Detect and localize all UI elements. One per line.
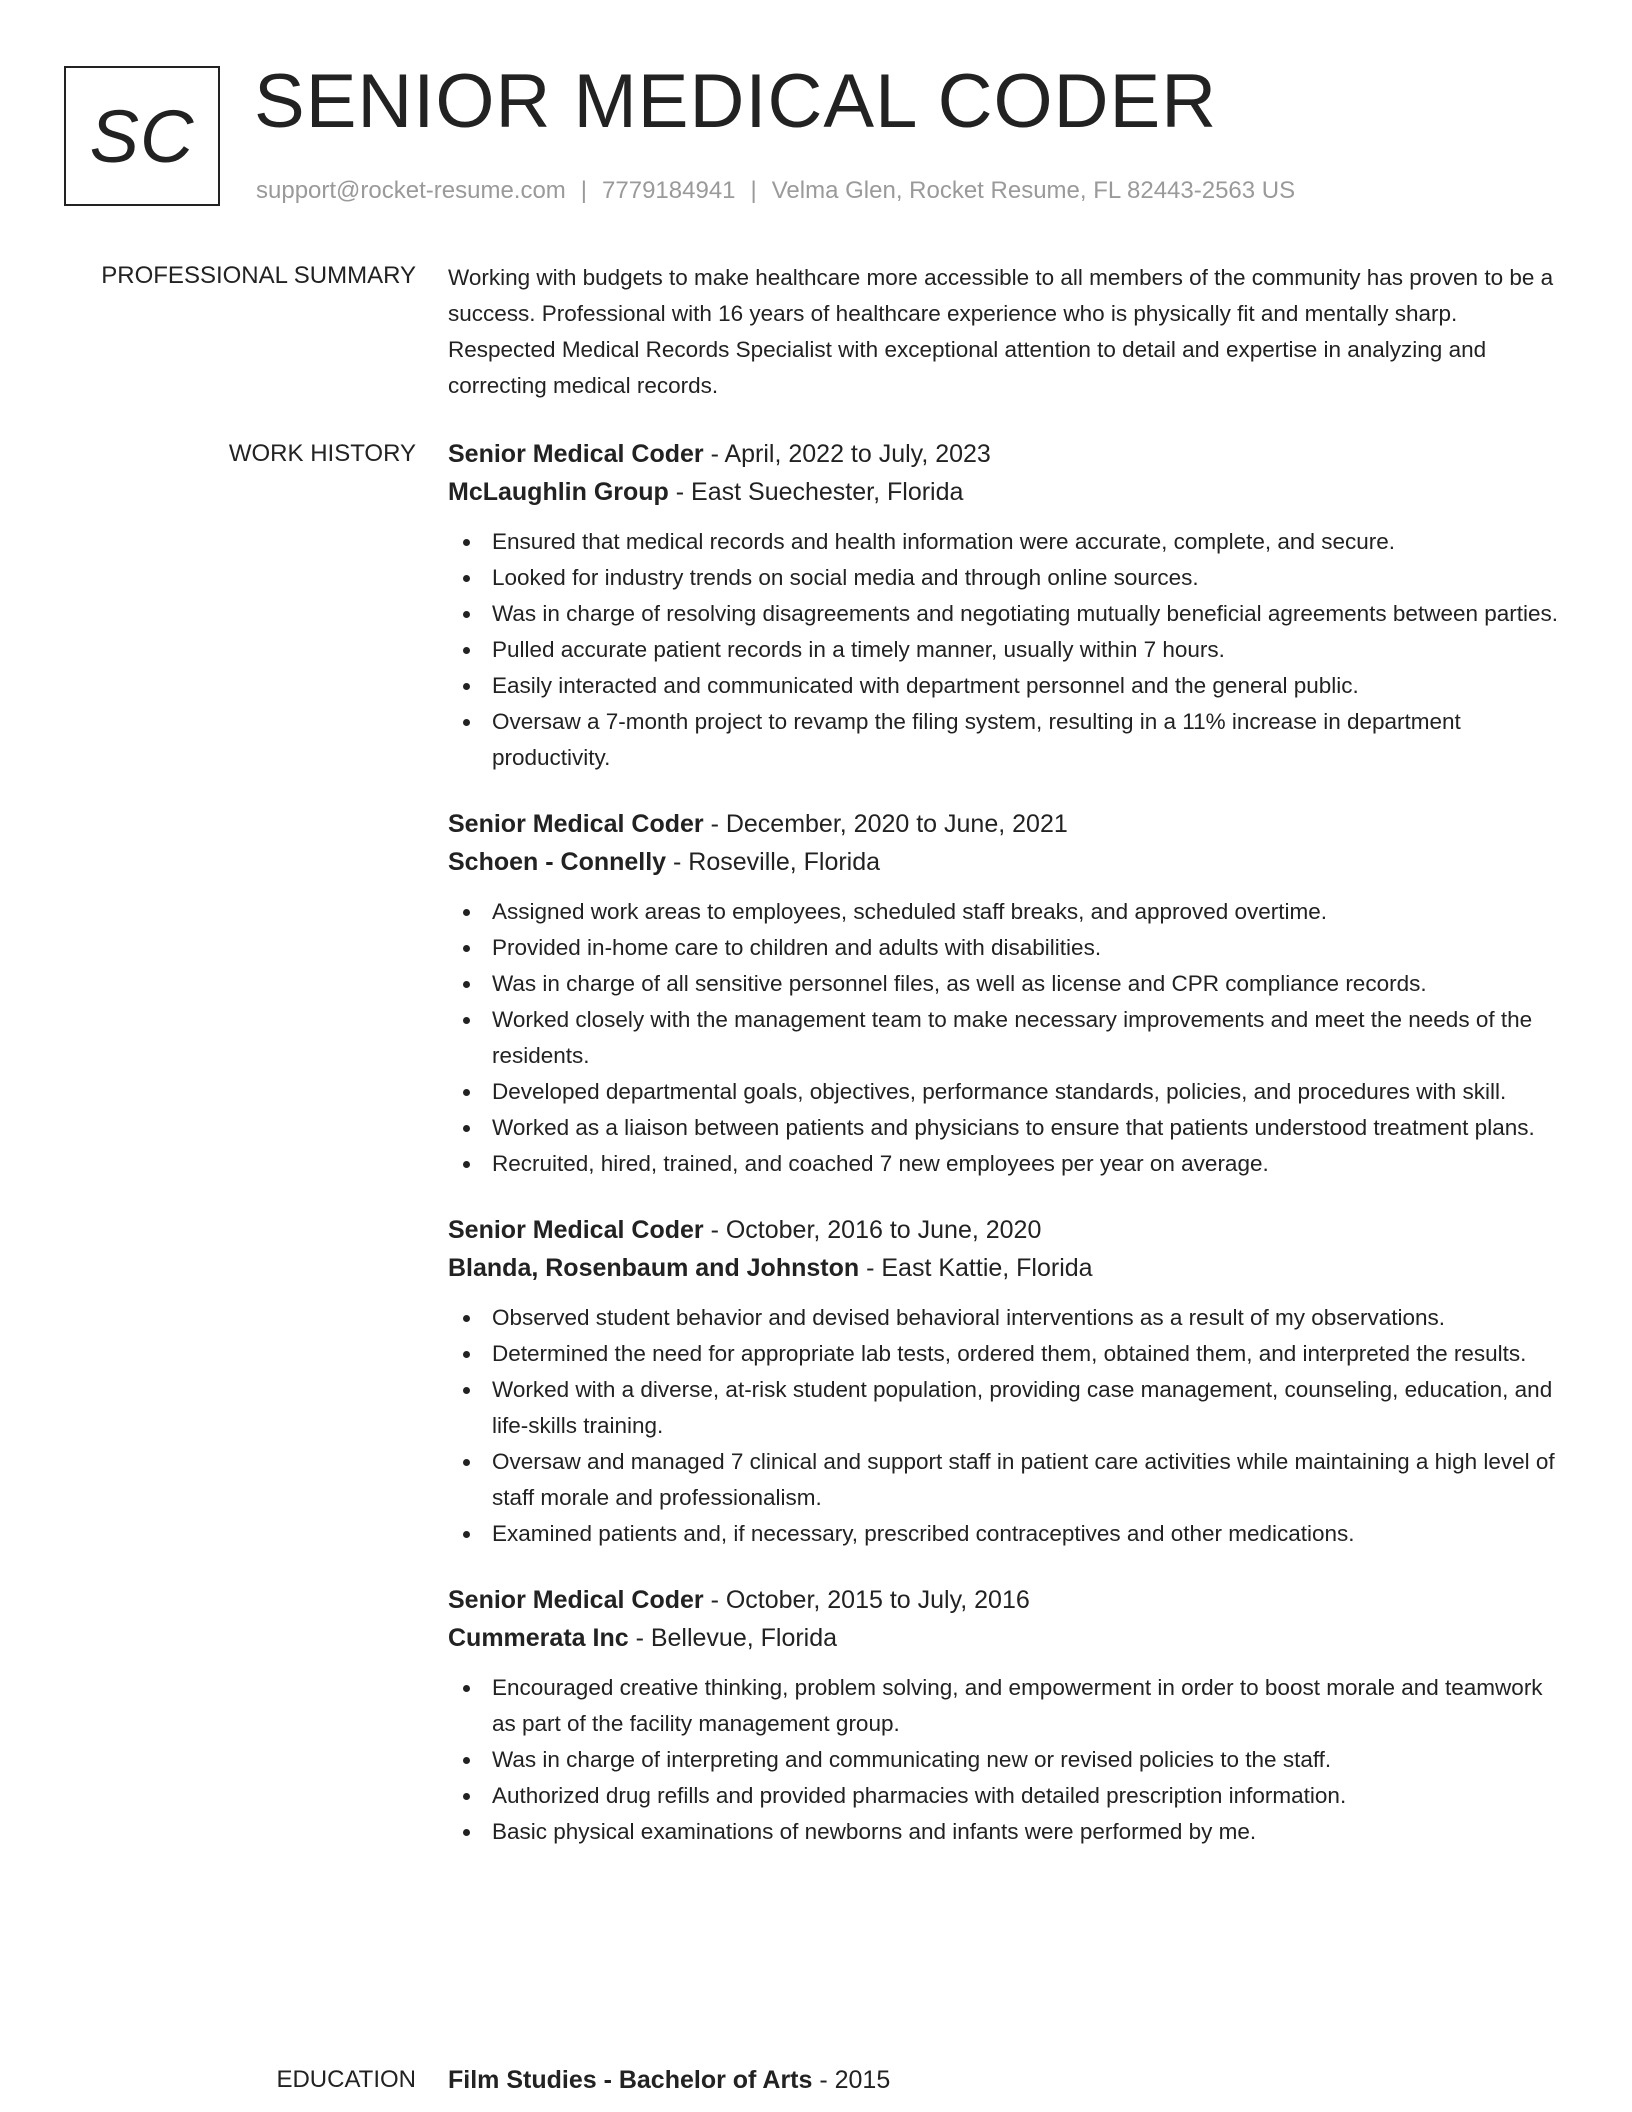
job-entry xyxy=(448,1581,1568,1850)
job-bullet xyxy=(448,1778,1568,1814)
bullet-dot-icon xyxy=(463,945,470,952)
job-bullet-text: Pulled accurate patient records in a timely manner, usually within 7 hours. xyxy=(492,637,1225,662)
job-title-line xyxy=(448,805,1568,843)
job-bullet-text: Basic physical examinations of newborns and infants were performed by me. xyxy=(492,1819,1257,1844)
job-bullet-text: Determined the need for appropriate lab tests, ordered them, obtained them, and interpreted the results. xyxy=(492,1341,1527,1366)
job-bullet-text: Worked as a liaison between patients and physicians to ensure that patients understood treatment plans. xyxy=(492,1115,1535,1140)
job-bullet xyxy=(448,704,1568,776)
job-location: - East Suechester, Florida xyxy=(668,478,964,506)
job-bullet-list xyxy=(448,1300,1568,1552)
job-bullet xyxy=(448,1300,1568,1336)
job-dates: - October, 2015 to July, 2016 xyxy=(703,1586,1030,1614)
job-bullet-text: Worked with a diverse, at-risk student population, providing case management, counseling, education, and life-skills training. xyxy=(492,1377,1553,1438)
job-dates: - April, 2022 to July, 2023 xyxy=(703,440,991,468)
monogram-badge xyxy=(64,66,220,206)
job-bullet-text: Encouraged creative thinking, problem solving, and empowerment in order to boost morale and teamwork as part of the facility management group. xyxy=(492,1675,1543,1736)
job-bullet-text: Ensured that medical records and health information were accurate, complete, and secure. xyxy=(492,529,1395,554)
job-bullet xyxy=(448,1444,1568,1516)
bullet-dot-icon xyxy=(463,1161,470,1168)
job-title: Senior Medical Coder xyxy=(448,1216,704,1244)
job-title: Senior Medical Coder xyxy=(448,1586,704,1614)
job-bullet-text: Authorized drug refills and provided pharmacies with detailed prescription information. xyxy=(492,1783,1347,1808)
job-bullet xyxy=(448,1670,1568,1742)
job-company-line xyxy=(448,1249,1568,1287)
job-bullet xyxy=(448,1146,1568,1182)
job-title-line xyxy=(448,435,1568,473)
job-bullet-text: Oversaw and managed 7 clinical and support staff in patient care activities while maintaining a high level of staff morale and professionalism. xyxy=(492,1449,1555,1510)
job-bullet-text: Provided in-home care to children and adults with disabilities. xyxy=(492,935,1102,960)
job-company: McLaughlin Group xyxy=(448,478,669,506)
job-entry xyxy=(448,435,1568,776)
contact-address: Velma Glen, Rocket Resume, FL 82443-2563 US xyxy=(771,177,1296,204)
job-title: Senior Medical Coder xyxy=(448,810,704,838)
bullet-dot-icon xyxy=(463,1089,470,1096)
job-entry xyxy=(448,805,1568,1182)
job-company: Schoen - Connelly xyxy=(448,848,667,876)
contact-line xyxy=(256,174,1295,208)
education-entry xyxy=(448,2061,1568,2099)
job-location: - Bellevue, Florida xyxy=(628,1624,838,1652)
job-location: - East Kattie, Florida xyxy=(859,1254,1093,1282)
job-bullet xyxy=(448,894,1568,930)
work-history-section xyxy=(448,435,1568,1879)
job-bullet xyxy=(448,966,1568,1002)
job-dates: - December, 2020 to June, 2021 xyxy=(703,810,1068,838)
job-bullet-text: Assigned work areas to employees, scheduled staff breaks, and approved overtime. xyxy=(492,899,1328,924)
work-history-section-label: WORK HISTORY xyxy=(228,440,416,467)
bullet-dot-icon xyxy=(463,575,470,582)
bullet-dot-icon xyxy=(463,1125,470,1132)
bullet-dot-icon xyxy=(463,1459,470,1466)
job-bullet xyxy=(448,560,1568,596)
job-bullet xyxy=(448,632,1568,668)
summary-text: Working with budgets to make healthcare more accessible to all members of the community has proven to be a success. Professional with 16 years of healthcare experience who is physically fit and mentally sharp. Respected Medical Records Specialist with exceptional attention to detail and expertise in analyzing and correcting medical records. xyxy=(448,265,1554,398)
job-bullet xyxy=(448,1336,1568,1372)
bullet-dot-icon xyxy=(463,683,470,690)
job-bullet-text: Observed student behavior and devised behavioral interventions as a result of my observations. xyxy=(492,1305,1446,1330)
job-dates: - October, 2016 to June, 2020 xyxy=(703,1216,1042,1244)
job-bullet xyxy=(448,930,1568,966)
contact-phone[interactable]: 7779184941 xyxy=(602,177,736,204)
job-bullet-text: Was in charge of interpreting and communicating new or revised policies to the staff. xyxy=(492,1747,1332,1772)
job-title-line xyxy=(448,1211,1568,1249)
job-bullet xyxy=(448,1002,1568,1074)
job-company-line xyxy=(448,1619,1568,1657)
job-bullet xyxy=(448,1372,1568,1444)
bullet-dot-icon xyxy=(463,647,470,654)
contact-separator: | xyxy=(750,177,757,204)
job-title-line xyxy=(448,1581,1568,1619)
job-bullet-text: Easily interacted and communicated with department personnel and the general public. xyxy=(492,673,1359,698)
summary-section-label: PROFESSIONAL SUMMARY xyxy=(101,262,416,289)
job-bullet-text: Was in charge of resolving disagreements and negotiating mutually beneficial agreements between parties. xyxy=(492,601,1559,626)
bullet-dot-icon xyxy=(463,539,470,546)
job-bullet-list xyxy=(448,1670,1568,1850)
job-company: Cummerata Inc xyxy=(448,1624,629,1652)
job-company-line xyxy=(448,843,1568,881)
bullet-dot-icon xyxy=(463,1531,470,1538)
bullet-dot-icon xyxy=(463,1757,470,1764)
page-title: SENIOR MEDICAL CODER xyxy=(254,59,1218,144)
job-location: - Roseville, Florida xyxy=(666,848,881,876)
bullet-dot-icon xyxy=(463,719,470,726)
bullet-dot-icon xyxy=(463,1829,470,1836)
monogram-initials: SC xyxy=(89,94,195,178)
bullet-dot-icon xyxy=(463,1685,470,1692)
summary-section xyxy=(448,260,1568,404)
job-list xyxy=(448,435,1568,1850)
job-title: Senior Medical Coder xyxy=(448,440,704,468)
job-bullet-text: Oversaw a 7-month project to revamp the filing system, resulting in a 11% increase in department productivity. xyxy=(492,709,1461,770)
job-company: Blanda, Rosenbaum and Johnston xyxy=(448,1254,860,1282)
job-bullet-text: Developed departmental goals, objectives, performance standards, policies, and procedures with skill. xyxy=(492,1079,1507,1104)
education-degree: Film Studies - Bachelor of Arts xyxy=(448,2066,813,2094)
bullet-dot-icon xyxy=(463,1315,470,1322)
job-bullet xyxy=(448,524,1568,560)
job-bullet xyxy=(448,596,1568,632)
education-section xyxy=(448,2061,1568,2099)
job-bullet-text: Examined patients and, if necessary, prescribed contraceptives and other medications. xyxy=(492,1521,1355,1546)
job-bullet-list xyxy=(448,894,1568,1182)
bullet-dot-icon xyxy=(463,1793,470,1800)
bullet-dot-icon xyxy=(463,611,470,618)
job-bullet-text: Recruited, hired, trained, and coached 7 new employees per year on average. xyxy=(492,1151,1269,1176)
job-bullet xyxy=(448,1742,1568,1778)
education-section-label: EDUCATION xyxy=(276,2066,416,2093)
bullet-dot-icon xyxy=(463,981,470,988)
job-bullet xyxy=(448,1516,1568,1552)
job-bullet-list xyxy=(448,524,1568,776)
job-bullet xyxy=(448,1110,1568,1146)
job-bullet-text: Worked closely with the management team to make necessary improvements and meet the needs of the residents. xyxy=(492,1007,1533,1068)
bullet-dot-icon xyxy=(463,1387,470,1394)
job-bullet xyxy=(448,668,1568,704)
job-bullet-text: Was in charge of all sensitive personnel files, as well as license and CPR compliance records. xyxy=(492,971,1427,996)
contact-email[interactable]: support@rocket-resume.com xyxy=(256,177,566,204)
job-entry xyxy=(448,1211,1568,1552)
job-bullet xyxy=(448,1074,1568,1110)
job-bullet xyxy=(448,1814,1568,1850)
education-year: - 2015 xyxy=(812,2066,891,2094)
bullet-dot-icon xyxy=(463,1017,470,1024)
job-bullet-text: Looked for industry trends on social media and through online sources. xyxy=(492,565,1199,590)
bullet-dot-icon xyxy=(463,1351,470,1358)
bullet-dot-icon xyxy=(463,909,470,916)
job-company-line xyxy=(448,473,1568,511)
contact-separator: | xyxy=(580,177,588,204)
